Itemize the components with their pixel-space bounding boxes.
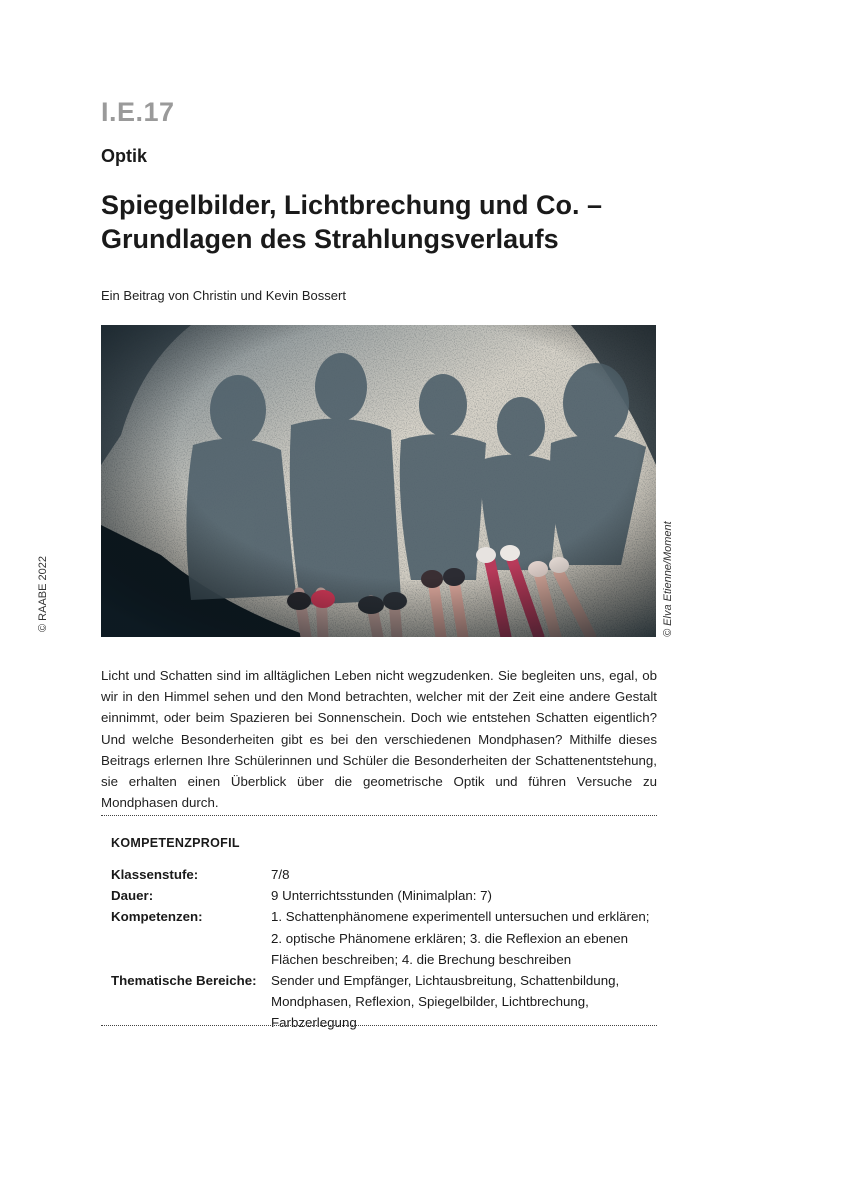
kp-row	[111, 864, 651, 885]
copyright-note: © RAABE 2022	[37, 556, 49, 632]
kp-value: 1. Schattenphänomene experimentell untersuchen und erklären; 2. optische Phänomene erklären; 3. die Reflexion an ebenen Flächen beschreiben; 4. die Brechung beschreiben	[271, 909, 650, 967]
title-line-2: Grundlagen des Strahlungsverlaufs	[101, 224, 559, 254]
subject-label: Optik	[101, 146, 148, 166]
shadow-photo	[101, 325, 656, 637]
kompetenzprofil-table	[111, 864, 651, 1034]
page-title	[101, 188, 661, 256]
kp-row	[111, 906, 651, 970]
intro-paragraph: Licht und Schatten sind im alltäglichen Leben nicht wegzudenken. Sie begleiten uns, egal, ob wir in den Himmel sehen und den Mond betrachten, welcher mit der Zeit eine andere Gestalt einnimmt, oder beim Spazieren bei Sonnenschein. Doch wie entstehen Schatten eigentlich? Und welche Besonderheiten gibt es bei den verschiedenen Mondphasen? Mithilfe dieses Beitrags erlernen Ihre Schülerinnen und Schüler die Besonderheiten der Schattenentstehung, sie erhalten einen Überblick über die geometrische Optik und führen Versuche zu Mondphasen durch.	[101, 668, 657, 811]
kp-value: Sender und Empfänger, Lichtausbreitung, Schattenbildung, Mondphasen, Reflexion, Spiegelbilder, Lichtbrechung, Farbzerlegung	[271, 973, 620, 1031]
unit-code: I.E.17	[101, 97, 175, 127]
photo-credit: © Elva Etienne/Moment	[662, 521, 674, 637]
divider-top	[101, 815, 657, 816]
kp-row	[111, 885, 651, 906]
title-line-1: Spiegelbilder, Lichtbrechung und Co. –	[101, 190, 603, 220]
intro-text	[101, 665, 657, 813]
kp-label: Kompetenzen:	[111, 909, 203, 925]
divider-bottom	[101, 1025, 657, 1026]
kp-label: Thematische Bereiche:	[111, 973, 257, 989]
kp-label: Klassenstufe:	[111, 867, 199, 882]
kp-value: 9 Unterrichtsstunden (Minimalplan: 7)	[271, 888, 492, 904]
author-line: Ein Beitrag von Christin und Kevin Bossert	[101, 288, 346, 303]
kp-value: 7/8	[271, 867, 290, 882]
kp-label: Dauer:	[111, 888, 154, 904]
kompetenzprofil-heading: KOMPETENZPROFIL	[111, 836, 240, 850]
